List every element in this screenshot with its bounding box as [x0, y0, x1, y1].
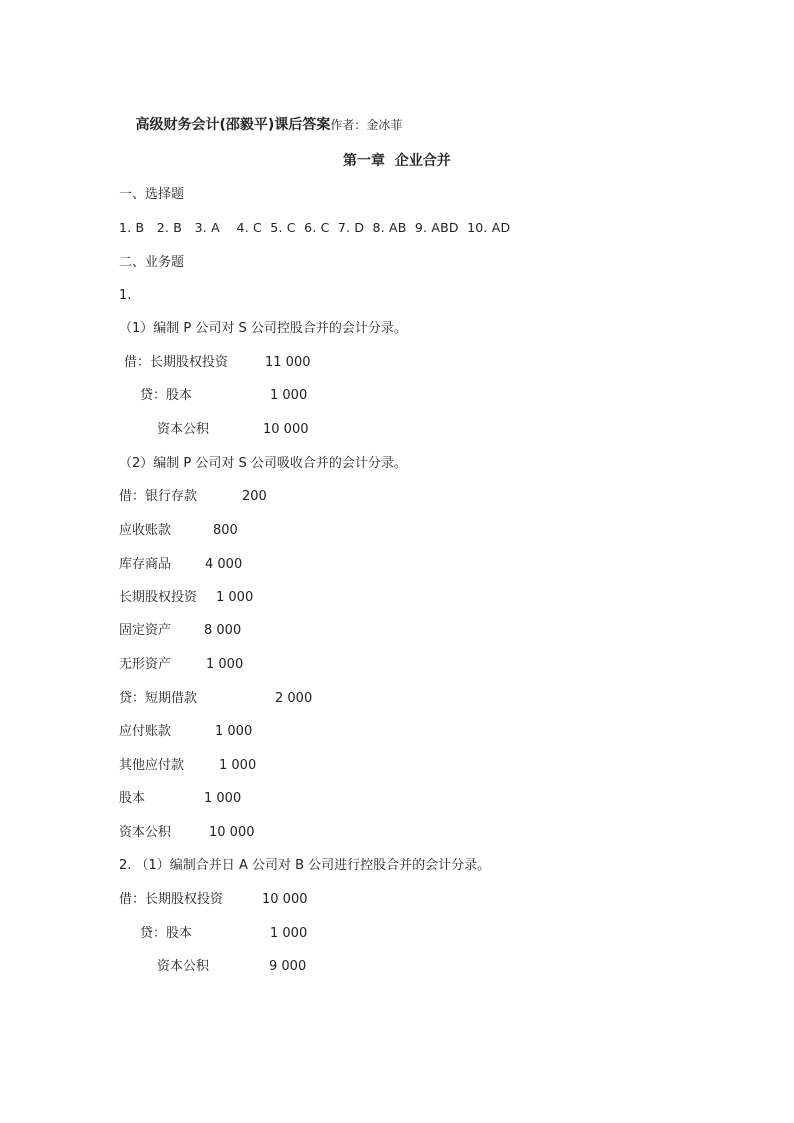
entry-account: 贷：短期借款 [119, 691, 198, 706]
title-main: 高级财务会计(邵毅平)课后答案 [135, 117, 331, 133]
entry-account: 资本公积 [119, 825, 172, 840]
q1-part1-text: （1）编制 P 公司对 S 公司控股合并的会计分录。 [119, 321, 407, 336]
entry-account: 资本公积 [157, 422, 210, 437]
entry-account: 股本 [119, 791, 146, 806]
entry-amount: 9 000 [269, 959, 307, 974]
entry-amount: 1 000 [219, 758, 257, 773]
section-choice-heading: 一、选择题 [119, 187, 185, 202]
entry-account: 借：长期股权投资 [119, 892, 224, 907]
entry-amount: 1 000 [206, 657, 244, 672]
title-author: 作者：金冰菲 [330, 118, 403, 132]
entry-amount: 1 000 [204, 791, 242, 806]
entry-account: 贷：股本 [140, 388, 193, 403]
chapter-heading: 第一章 企业合并 [343, 153, 451, 169]
q2-part1-text: 2. （1）编制合并日 A 公司对 B 公司进行控股合并的会计分录。 [119, 858, 491, 873]
entry-account: 应付账款 [119, 724, 172, 739]
entry-account: 贷：股本 [140, 926, 193, 941]
entry-account: 应收账款 [119, 523, 172, 538]
entry-account: 借：长期股权投资 [124, 355, 229, 370]
entry-account: 其他应付款 [119, 758, 185, 773]
entry-account: 固定资产 [119, 623, 172, 638]
entry-account: 长期股权投资 [119, 590, 198, 605]
entry-amount: 1 000 [216, 590, 254, 605]
entry-amount: 8 000 [204, 623, 242, 638]
entry-amount: 10 000 [209, 825, 255, 840]
choice-answers: 1. B 2. B 3. A 4. C 5. C 6. C 7. D 8. AB 9. ABD 10. AD [119, 220, 511, 235]
entry-amount: 200 [242, 489, 267, 504]
entry-account: 库存商品 [119, 557, 172, 572]
entry-amount: 10 000 [262, 892, 308, 907]
entry-amount: 1 000 [270, 926, 308, 941]
entry-amount: 1 000 [215, 724, 253, 739]
entry-account: 资本公积 [157, 959, 210, 974]
entry-amount: 10 000 [263, 422, 309, 437]
entry-amount: 2 000 [275, 691, 313, 706]
entry-amount: 1 000 [270, 388, 308, 403]
section-business-heading: 二、业务题 [119, 255, 185, 270]
entry-account: 无形资产 [119, 657, 172, 672]
entry-amount: 800 [213, 523, 238, 538]
entry-account: 借：银行存款 [119, 489, 198, 504]
q1-part2-text: （2）编制 P 公司对 S 公司吸收合并的会计分录。 [119, 456, 407, 471]
document-title [119, 98, 402, 153]
q1-label: 1. [119, 288, 132, 303]
entry-amount: 11 000 [265, 355, 311, 370]
entry-amount: 4 000 [205, 557, 243, 572]
